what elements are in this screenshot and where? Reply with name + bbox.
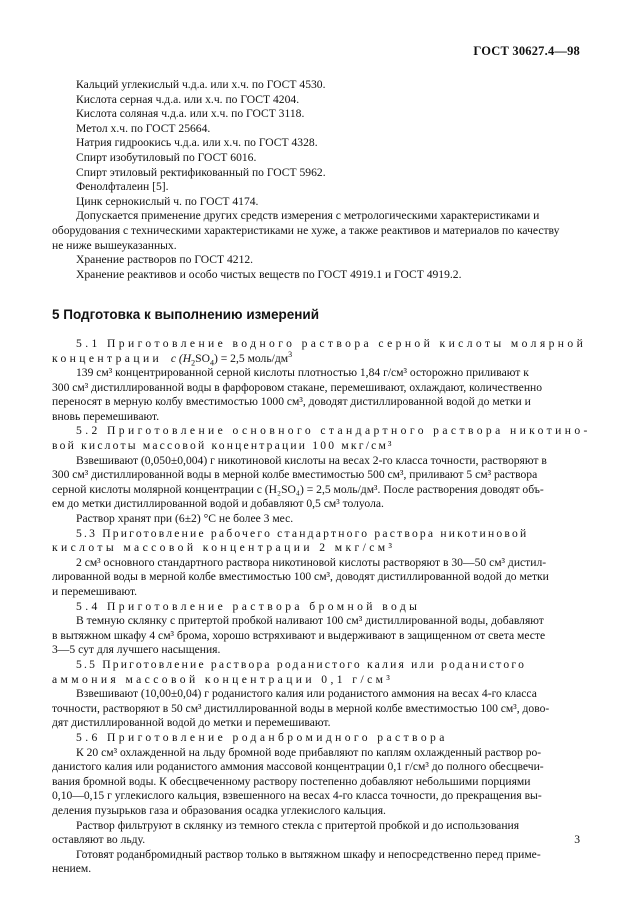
text-line: 0,10—0,15 г углекислого кальция, взвешенного на весах 4-го класса точности, до прекращения вы- bbox=[52, 789, 542, 803]
subsection-5-1 bbox=[52, 336, 587, 425]
subsection-heading: 5.1 Приготовление водного раствора серной кислоты молярной bbox=[76, 336, 587, 350]
text-line: Взвешивают (0,050±0,004) г никотиновой кислоты на весах 2-го класса точности, растворяют в bbox=[76, 453, 547, 467]
superscript: 3 bbox=[288, 349, 293, 359]
text-line: оставляют во льду. bbox=[52, 833, 146, 847]
subsection-5-3 bbox=[52, 527, 580, 600]
reagent-item: Кальций углекислый ч.д.а. или х.ч. по ГОСТ 4530. bbox=[76, 78, 326, 91]
text-line: и перемешивают. bbox=[52, 585, 138, 598]
text-line: нением. bbox=[52, 862, 92, 876]
text-line: переносят в мерную колбу вместимостью 1000 см³, доводят дистиллированной водой до метки и bbox=[52, 395, 531, 409]
reagent-item: Кислота соляная ч.д.а. или х.ч. по ГОСТ 3118. bbox=[76, 107, 305, 121]
reagent-item: Натрия гидроокись ч.д.а. или х.ч. по ГОСТ 4328. bbox=[76, 136, 318, 150]
heading-part: концентрации bbox=[52, 351, 163, 365]
text-line: ем до метки дистиллированной водой и добавляют 0,5 см³ толуола. bbox=[52, 497, 384, 511]
reagent-item: Спирт изобутиловый по ГОСТ 6016. bbox=[76, 150, 257, 164]
text-line: вновь перемешивают. bbox=[52, 409, 160, 423]
subsection-5-6 bbox=[52, 731, 580, 877]
allowed-paragraph bbox=[52, 209, 580, 253]
text-line: Готовят роданбромидный раствор только в вытяжном шкафу и непосредственно перед приме- bbox=[76, 847, 541, 861]
text-line: данистого калия или роданистого аммония массовой концентрации 0,1 г/см³ до полного обесцвечи- bbox=[52, 760, 544, 774]
reagent-item: Спирт этиловый ректификованный по ГОСТ 5962. bbox=[76, 165, 326, 179]
text-line: Допускается применение других средств измерения с метрологическими характеристиками и bbox=[76, 209, 540, 223]
subsection-heading: вой кислоты массовой концентрации 100 мкг/см³ bbox=[52, 439, 394, 453]
subsection-heading bbox=[52, 349, 580, 367]
section-title: 5 Подготовка к выполнению измерений bbox=[52, 307, 319, 323]
text-line: деления пузырьков газа и образования осадка углекислого кальция. bbox=[52, 803, 386, 817]
text-line: не ниже вышеуказанных. bbox=[52, 238, 177, 252]
formula-part: ) = 2,5 моль/дм bbox=[213, 351, 289, 365]
subsection-heading: 5.6 Приготовление роданбромидного раствора bbox=[76, 730, 448, 744]
subsection-heading: аммония массовой концентрации 0,1 г/см³ bbox=[52, 672, 394, 686]
text-line: 3—5 сут для лучшего насыщения. bbox=[52, 643, 221, 657]
text-line: 300 см³ дистиллированной воды в фарфоровом стакане, перемешивают, охлаждают, количественно bbox=[52, 380, 543, 394]
text-line: 139 см³ концентрированной серной кислоты плотностью 1,84 г/см³ осторожно приливают к bbox=[76, 366, 529, 380]
subsection-heading: 5.2 Приготовление основного стандартного раствора никотино- bbox=[76, 424, 591, 438]
formula-symbol: с (H bbox=[170, 351, 192, 365]
text-line: Раствор хранят при (6±2) °С не более 3 мес. bbox=[76, 512, 294, 526]
page-number: 3 bbox=[574, 833, 580, 846]
text-line: точности, растворяют в 50 см³ дистиллированной воды в мерной колбе вместимостью 100 см³, дово- bbox=[52, 701, 550, 715]
subsection-heading: 5.3 Приготовление рабочего стандартного раствора никотиновой bbox=[76, 526, 529, 540]
subsection-heading: 5.4 Приготовление раствора бромной воды bbox=[76, 599, 421, 613]
text-line: серной кислоты молярной концентрации с (H₂SO₄) = 2,5 моль/дм³. После растворения доводят объ- bbox=[52, 482, 544, 496]
text-line: 2 см³ основного стандартного раствора никотиновой кислоты растворяют в 30—50 см³ дистил- bbox=[76, 555, 547, 569]
text-line: Раствор фильтруют в склянку из темного стекла с притертой пробкой и до использования bbox=[76, 818, 520, 832]
text-line: К 20 см³ охлажденной на льду бромной воде прибавляют по каплям охлажденный раствор ро- bbox=[76, 745, 542, 759]
subsection-5-2 bbox=[52, 424, 591, 526]
reagent-item: Метол х.ч. по ГОСТ 25664. bbox=[76, 121, 211, 135]
subsection-5-5 bbox=[52, 658, 580, 731]
text-line: 300 см³ дистиллированной воды в мерной колбе вместимостью 500 см³, приливают 5 см³ раствора bbox=[52, 468, 538, 482]
text-line: Хранение растворов по ГОСТ 4212. bbox=[76, 253, 254, 267]
storage-paragraph bbox=[76, 253, 580, 282]
text-line: В темную склянку с притертой пробкой наливают 100 см³ дистиллированной воды, добавляют bbox=[76, 614, 544, 628]
text-line: Взвешивают (10,00±0,04) г роданистого калия или роданистого аммония на весах 4-го класса bbox=[76, 687, 537, 701]
subscript: 4 bbox=[209, 357, 214, 367]
subsection-heading: 5.5 Приготовление раствора роданистого калия или роданистого bbox=[76, 657, 527, 671]
subsection-5-4 bbox=[52, 600, 580, 658]
text-line: дят дистиллированной водой до метки и перемешивают. bbox=[52, 716, 331, 730]
subsection-heading: кислоты массовой концентрации 2 мкг/см³ bbox=[52, 541, 396, 555]
text-line: в вытяжном шкафу 4 см³ брома, хорошо встряхивают и выдерживают в защищенном от света месте bbox=[52, 628, 546, 642]
page-body bbox=[52, 78, 591, 877]
reagent-item: Фенолфталеин [5]. bbox=[76, 180, 169, 194]
reagent-item: Кислота серная ч.д.а. или х.ч. по ГОСТ 4204. bbox=[76, 92, 300, 106]
text-line: лированной воды в мерной колбе вместимостью 100 см³, доводят дистиллированной водой до метки bbox=[52, 570, 549, 584]
text-line: Хранение реактивов и особо чистых веществ по ГОСТ 4919.1 и ГОСТ 4919.2. bbox=[76, 267, 462, 281]
reagent-list bbox=[76, 78, 580, 209]
reagent-item: Цинк сернокислый ч. по ГОСТ 4174. bbox=[76, 194, 259, 208]
formula-part: SO bbox=[195, 351, 210, 365]
text-line: оборудования с техническими характеристиками не хуже, а также реактивов и материалов по качеству bbox=[52, 223, 560, 237]
text-line: вания бромной воды. К обесцвеченному раствору постепенно добавляют небольшими порциями bbox=[52, 774, 531, 788]
subscript: 2 bbox=[191, 357, 196, 367]
document-id: ГОСТ 30627.4—98 bbox=[473, 44, 580, 58]
